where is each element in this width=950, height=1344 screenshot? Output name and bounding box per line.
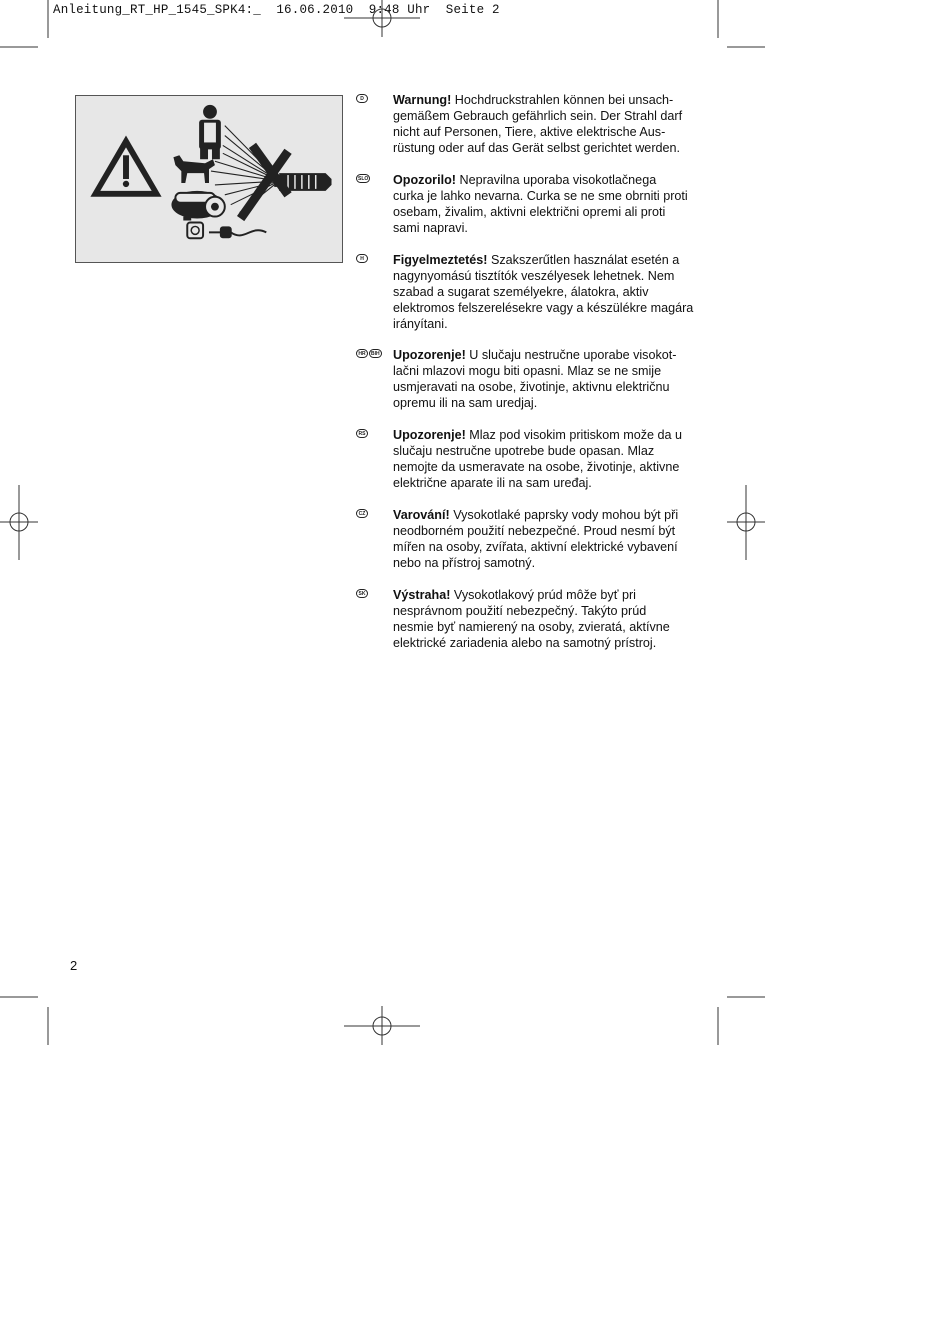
warning-title: Figyelmeztetés! (393, 253, 488, 267)
pressure-washer-warning-icon (76, 96, 342, 262)
warning-title: Upozorenje! (393, 348, 466, 362)
warning-title: Výstraha! (393, 588, 451, 602)
language-badge: SK (356, 589, 368, 599)
page-number: 2 (70, 958, 78, 973)
language-badge: RS (356, 429, 368, 439)
warning-entry-rs (356, 427, 701, 491)
language-badge: D (356, 94, 368, 104)
print-slug-line: Anleitung_RT_HP_1545_SPK4:_ 16.06.2010 9:48 Uhr Seite 2 (53, 3, 500, 17)
person-icon (199, 105, 221, 159)
prohibition-cross-icon (241, 145, 288, 218)
warning-text: Varování! Vysokotlaké paprsky vody mohou být při neodborném použití nebezpečné. Proud nesmí být mířen na osoby, zvířata, aktivní elektrické vybavení nebo na přístroj samotný. (393, 508, 679, 570)
warning-title: Opozorilo! (393, 173, 456, 187)
warning-triangle-icon (90, 136, 161, 197)
warning-entry-cz (356, 507, 701, 571)
dog-icon (173, 155, 215, 183)
language-badge: CZ (356, 509, 368, 519)
language-badge: H (356, 254, 368, 264)
power-socket-icon (187, 222, 203, 238)
warning-entry-sk (356, 587, 701, 651)
warning-text: Upozorenje! Mlaz pod visokim pritiskom može da u slučaju nestručne upotrebe bude opasan. Mlaz nemojte da usmeravate na osobe, životinje, aktivne električne aparate ili na sam uređaj. (393, 428, 683, 490)
warning-text: Figyelmeztetés! Szakszerűtlen használat esetén a nagynyomású tisztítók veszélyesek lehetnek. Nem szabad a sugarat személyekre, álatokra, aktiv elektromos felszerelésekre vagy a készülékre magára irányítani. (393, 253, 694, 331)
warning-title: Warnung! (393, 93, 452, 107)
warning-illustration (75, 95, 343, 263)
language-badge: HR BIH (356, 349, 382, 359)
plug-icon (209, 227, 266, 237)
warning-entry-hr-bih (356, 347, 701, 411)
electrical-appliance-icon (171, 191, 224, 221)
warning-text: Upozorenje! U slučaju nestručne uporabe visokot- lačni mlazovi mogu biti opasni. Mlaz se ne smije usmjeravati na osobe, životinje, aktivnu električnu opremu ili na sam uredjaj. (393, 348, 677, 410)
warning-text: Výstraha! Vysokotlakový prúd môže byť pri nesprávnom použití nebezpečný. Takýto prúd nesmie byť namierený na osoby, zvieratá, aktívne elektrické zariadenia alebo na samotný prístroj. (393, 588, 670, 650)
warning-title: Upozorenje! (393, 428, 466, 442)
warning-text: Opozorilo! Nepravilna uporaba visokotlačnega curka je lahko nevarna. Curka se ne sme obrniti proti osebam, živalim, aktivni električni opremi ali proti sami napravi. (393, 173, 688, 235)
warning-entry-slo (356, 172, 701, 236)
language-badge: SLO (358, 176, 369, 182)
warning-entry-h (356, 252, 701, 332)
warning-title: Varování! (393, 508, 450, 522)
warning-entry-de (356, 92, 701, 156)
warning-text: Warnung! Hochdruckstrahlen können bei unsach- gemäßem Gebrauch gefährlich sein. Der Strahl darf nicht auf Personen, Tiere, aktive elektrische Aus- rüstung oder auf das Gerät selbst gerichtet werden. (393, 93, 683, 155)
